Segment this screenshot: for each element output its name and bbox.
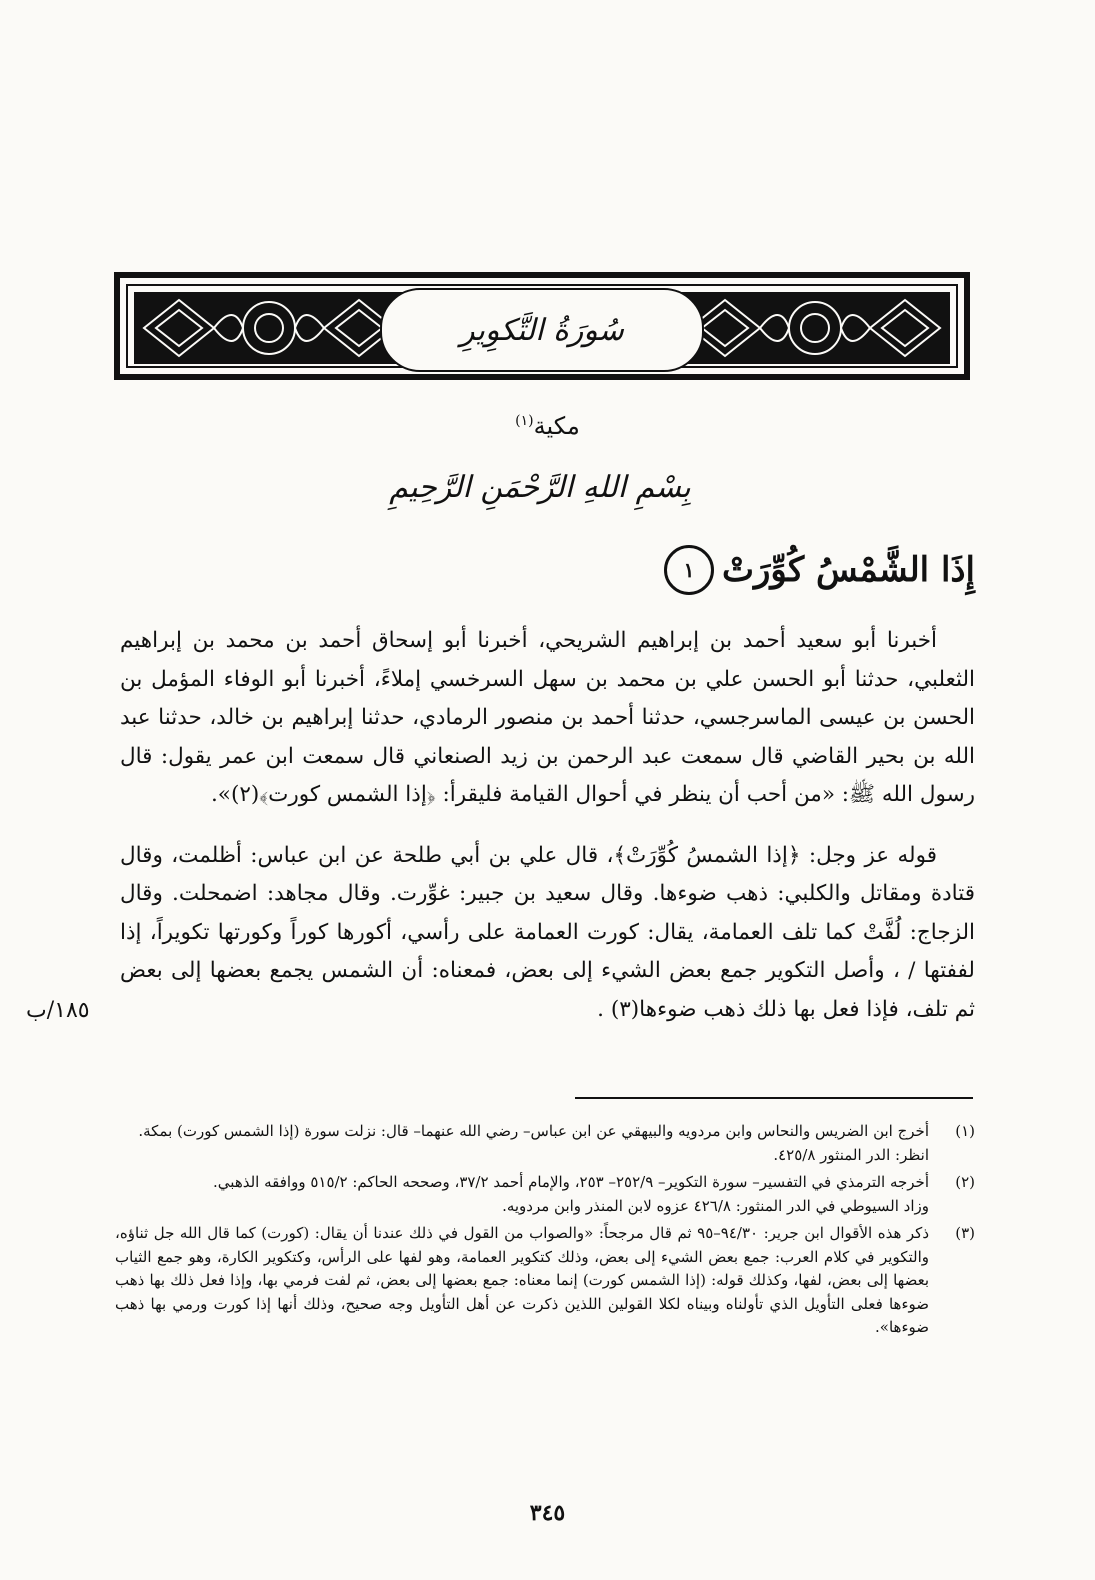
footnote-line: أخرج ابن الضريس والنحاس وابن مردويه والبيهقي عن ابن عباس– رضي الله عنهما– قال: نزلت سورة (إذا الشمس كورت) بمكة. xyxy=(138,1122,929,1140)
footnote-line: انظر: الدر المنثور ٤٢٥/٨. xyxy=(773,1145,929,1164)
verse-heading xyxy=(664,545,975,595)
footnote-number: (٢) xyxy=(955,1173,975,1191)
footnote-item xyxy=(115,1222,975,1340)
arabesque-ornament-left-icon xyxy=(134,292,404,364)
footnote-ref-1: (١) xyxy=(515,413,534,429)
surah-title-cartouche xyxy=(380,288,704,372)
manuscript-folio-note: ١٨٥/ب xyxy=(26,998,90,1023)
basmala: بِسْمِ اللهِ الرَّحْمَنِ الرَّحِيمِ xyxy=(389,470,691,505)
paragraph-1-text: أخبرنا أبو سعيد أحمد بن إبراهيم الشريحي، أخبرنا أبو إسحاق أحمد بن محمد بن إبراهيم الثعلبي، حدثنا أبو الحسن علي بن محمد بن سهل السرخسي إملاءً، أخبرنا أبو الوفاء المؤمل بن الحسن بن عيسى الماسرجسي، حدثنا أحمد بن منصور الرمادي، حدثنا إبراهيم بن خالد، حدثنا عبد الله بن بحير القاضي قال سمعت عبد الرحمن بن زيد الصنعاني قال سمعت ابن عمر يقول: قال رسول الله ﷺ: «من أحب أن ينظر في أحوال القيامة فليقرأ: ﴿إذا الشمس كورت﴾(٢)». xyxy=(120,628,975,807)
arabesque-ornament-right-icon xyxy=(680,292,950,364)
footnote-text xyxy=(115,1222,929,1340)
verse-text: إِذَا الشَّمْسُ كُوِّرَتْ xyxy=(721,550,975,590)
ayah-number-mark: ١ xyxy=(664,545,714,595)
footnote-text xyxy=(115,1120,929,1167)
footnote-separator xyxy=(575,1097,973,1099)
revelation-place-label: مكية xyxy=(533,412,580,440)
footnote-number: (٣) xyxy=(955,1224,975,1242)
footnote-line: ذكر هذه الأقوال ابن جرير: ٩٤/٣٠–٩٥ ثم قال مرجحاً: «والصواب من القول في ذلك عندنا أن يقال: (كورت) كما قال الله جل ثناؤه، والتكوير في كلام العرب: جمع بعض الشيء إلى بعض، وذلك كتكوير العمامة، وهو لفها على الرأس، وكتكوير الكارة، وهو جمع الثياب بعضها إلى بعض، لفها، وكذلك قوله: (إذا الشمس كورت) إنما معناه: جمع بعضها إلى بعض، ثم لفت فرمي بها، وإذا فعل ذلك بها ذهب ضوءها فعلى التأويل الذي تأولناه وبيناه لكلا القولين اللذين ذكرت عن أهل التأويل وجه صحيح، وذلك أنها إذا كورت ورمي بها ذهب ضوءها». xyxy=(115,1224,930,1336)
surah-title: سُورَةُ التَّكوِيرِ xyxy=(460,312,624,348)
footnote-item xyxy=(115,1120,975,1167)
page-number: ٣٤٥ xyxy=(529,1500,566,1526)
paragraph-2-text: قوله عز وجل: ﴿إذا الشمسُ كُوِّرَتْ﴾، قال علي بن أبي طلحة عن ابن عباس: أظلمت، وقال قتادة ومقاتل والكلبي: ذهب ضوءها. وقال سعيد بن جبير: غوِّرت. وقال مجاهد: اضمحلت. وقال الزجاج: لُفَّتْ كما تلف العمامة، يقال: كورت العمامة على رأسي، أكورها كوراً وكورتها تكويراً، إذا لففتها / ، وأصل التكوير جمع بعض الشيء إلى بعض، فمعناه: أن الشمس يجمع بعضها إلى بعض ثم تلف، فإذا فعل بها ذلك ذهب ضوءها(٣) . xyxy=(120,842,975,1022)
paragraph-chain-of-narration xyxy=(120,622,975,815)
footnote-line: وزاد السيوطي في الدر المنثور: ٤٢٦/٨ عزوه لابن المنذر وابن مردويه. xyxy=(502,1196,929,1215)
footnote-number: (١) xyxy=(955,1122,975,1140)
footnote-text xyxy=(115,1171,929,1218)
commentary-body xyxy=(120,622,975,1029)
revelation-place xyxy=(0,412,1095,440)
footnote-line: أخرجه الترمذي في التفسير– سورة التكوير– ٢٥٢/٩– ٢٥٣، والإمام أحمد ٣٧/٢، وصححه الحاكم: ٥١٥/٢ ووافقه الذهبي. xyxy=(213,1173,929,1191)
paragraph-explanation xyxy=(120,837,975,1030)
footnote-item xyxy=(115,1171,975,1218)
surah-header-frame xyxy=(114,272,970,380)
footnotes xyxy=(115,1120,975,1344)
